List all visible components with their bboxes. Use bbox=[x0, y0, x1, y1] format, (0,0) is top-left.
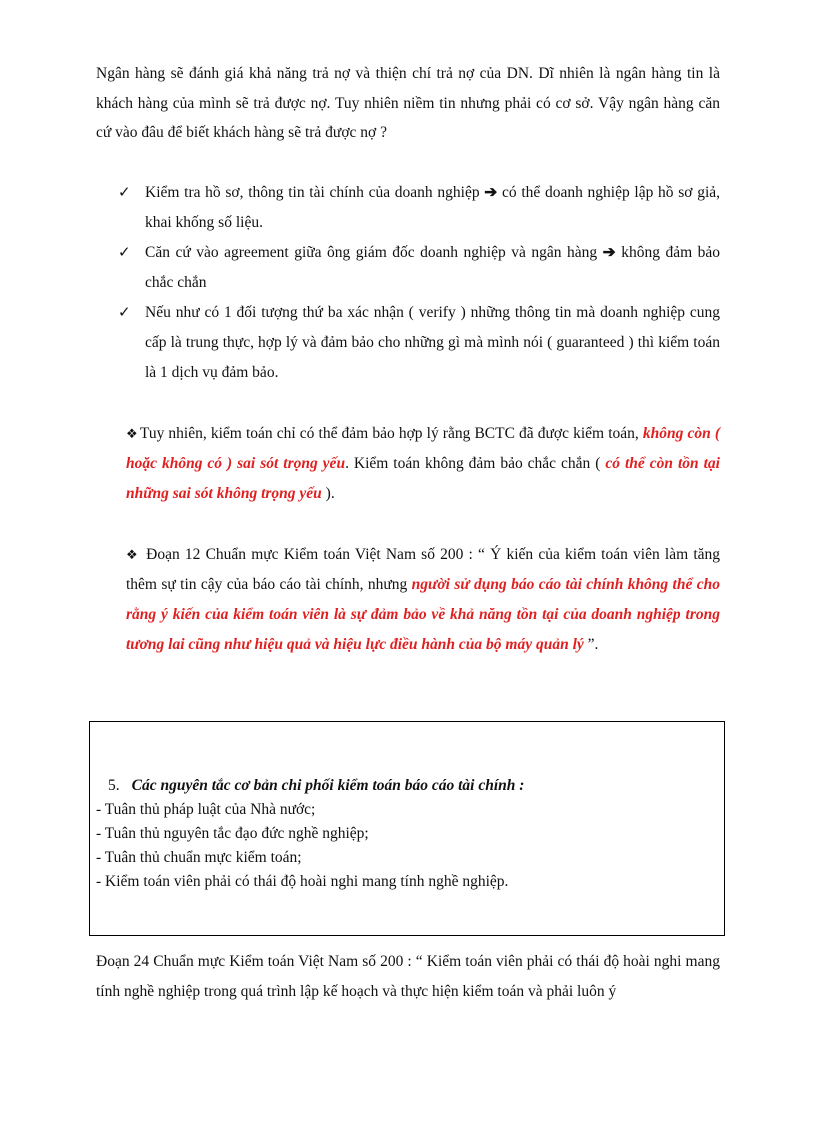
checklist-item bbox=[118, 298, 720, 388]
checklist-item bbox=[118, 238, 720, 298]
box-list-item: - Kiểm toán viên phải có thái độ hoài nghi mang tính nghề nghiệp. bbox=[96, 873, 509, 890]
box-list-item: - Tuân thủ nguyên tắc đạo đức nghề nghiệp; bbox=[96, 825, 369, 842]
note2-text-1: Đoạn 12 Chuẩn mực Kiểm toán Việt Nam số 200 : “ Ý kiến của kiểm toán viên làm tăng thêm sự tin cậy của báo cáo tài chính, nhưng bbox=[126, 546, 721, 593]
note1-highlight-1: không còn ( hoặc không có ) sai sót trọng yếu bbox=[126, 425, 721, 472]
diamond-bullet-icon: ❖ bbox=[126, 547, 139, 562]
checkmark-icon: ✓ bbox=[118, 245, 131, 261]
checklist bbox=[118, 178, 720, 388]
note2-text-2: ”. bbox=[583, 636, 599, 653]
checklist-text: Nếu như có 1 đối tượng thứ ba xác nhận ( verify ) những thông tin mà doanh nghiệp cung cấp là trung thực, hợp lý và đảm bảo cho những gì mà mình nói ( guaranteed ) thì kiểm toán là 1 dịch vụ đảm bảo. bbox=[145, 304, 720, 381]
box-list-item: - Tuân thủ pháp luật của Nhà nước; bbox=[96, 801, 316, 818]
arrow-right-icon: ➔ bbox=[602, 244, 616, 261]
intro-paragraph: Ngân hàng sẽ đánh giá khả năng trả nợ và thiện chí trả nợ của DN. Dĩ nhiên là ngân hàng tin là khách hàng của mình sẽ trả được nợ. Tuy nhiên niềm tin nhưng phải có cơ sở. Vậy ngân hàng căn cứ vào đâu để biết khách hàng sẽ trả được nợ ? bbox=[96, 65, 720, 141]
checklist-result: không đảm bảo chắc chắn bbox=[145, 244, 721, 291]
note1-highlight-2: có thể còn tồn tại những sai sót không trọng yếu bbox=[126, 455, 720, 502]
box-heading-number: 5. bbox=[108, 777, 120, 794]
note1-text-1: Tuy nhiên, kiểm toán chỉ có thể đảm bảo hợp lý rằng BCTC đã được kiểm toán, bbox=[139, 425, 639, 442]
checkmark-icon: ✓ bbox=[118, 305, 131, 321]
outro-paragraph: Đoạn 24 Chuẩn mực Kiểm toán Việt Nam số 200 : “ Kiểm toán viên phải có thái độ hoài nghi mang tính nghề nghiệp trong quá trình lập kế hoạch và thực hiện kiểm toán và phải luôn ý bbox=[96, 953, 720, 1000]
note-paragraph-2 bbox=[126, 540, 720, 660]
note1-text-3: ). bbox=[321, 485, 335, 502]
note-paragraph-1 bbox=[126, 419, 720, 509]
box-list bbox=[96, 798, 508, 894]
arrow-right-icon: ➔ bbox=[484, 184, 498, 201]
checklist-result: có thể doanh nghiệp lập hồ sơ giả, khai khống số liệu. bbox=[145, 184, 721, 231]
note2-highlight: người sử dụng báo cáo tài chính không thể cho rằng ý kiến của kiểm toán viên là sự đảm bảo về khả năng tồn tại của doanh nghiệp trong tương lai cũng như hiệu quả và hiệu lực điều hành của bộ máy quản lý bbox=[126, 576, 720, 653]
checklist-text: Kiểm tra hồ sơ, thông tin tài chính của doanh nghiệp bbox=[145, 184, 480, 201]
note1-text-2: . Kiểm toán không đảm bảo chắc chắn ( bbox=[345, 455, 601, 472]
checklist-text: Căn cứ vào agreement giữa ông giám đốc doanh nghiệp và ngân hàng bbox=[145, 244, 598, 261]
box-list-item: - Tuân thủ chuẩn mực kiểm toán; bbox=[96, 849, 302, 866]
principles-box bbox=[89, 721, 725, 936]
checklist-item bbox=[118, 178, 720, 238]
box-heading bbox=[108, 774, 524, 798]
diamond-bullet-icon: ❖ bbox=[126, 426, 138, 441]
box-heading-text: Các nguyên tắc cơ bản chi phối kiểm toán báo cáo tài chính : bbox=[131, 777, 525, 794]
checkmark-icon: ✓ bbox=[118, 185, 131, 201]
